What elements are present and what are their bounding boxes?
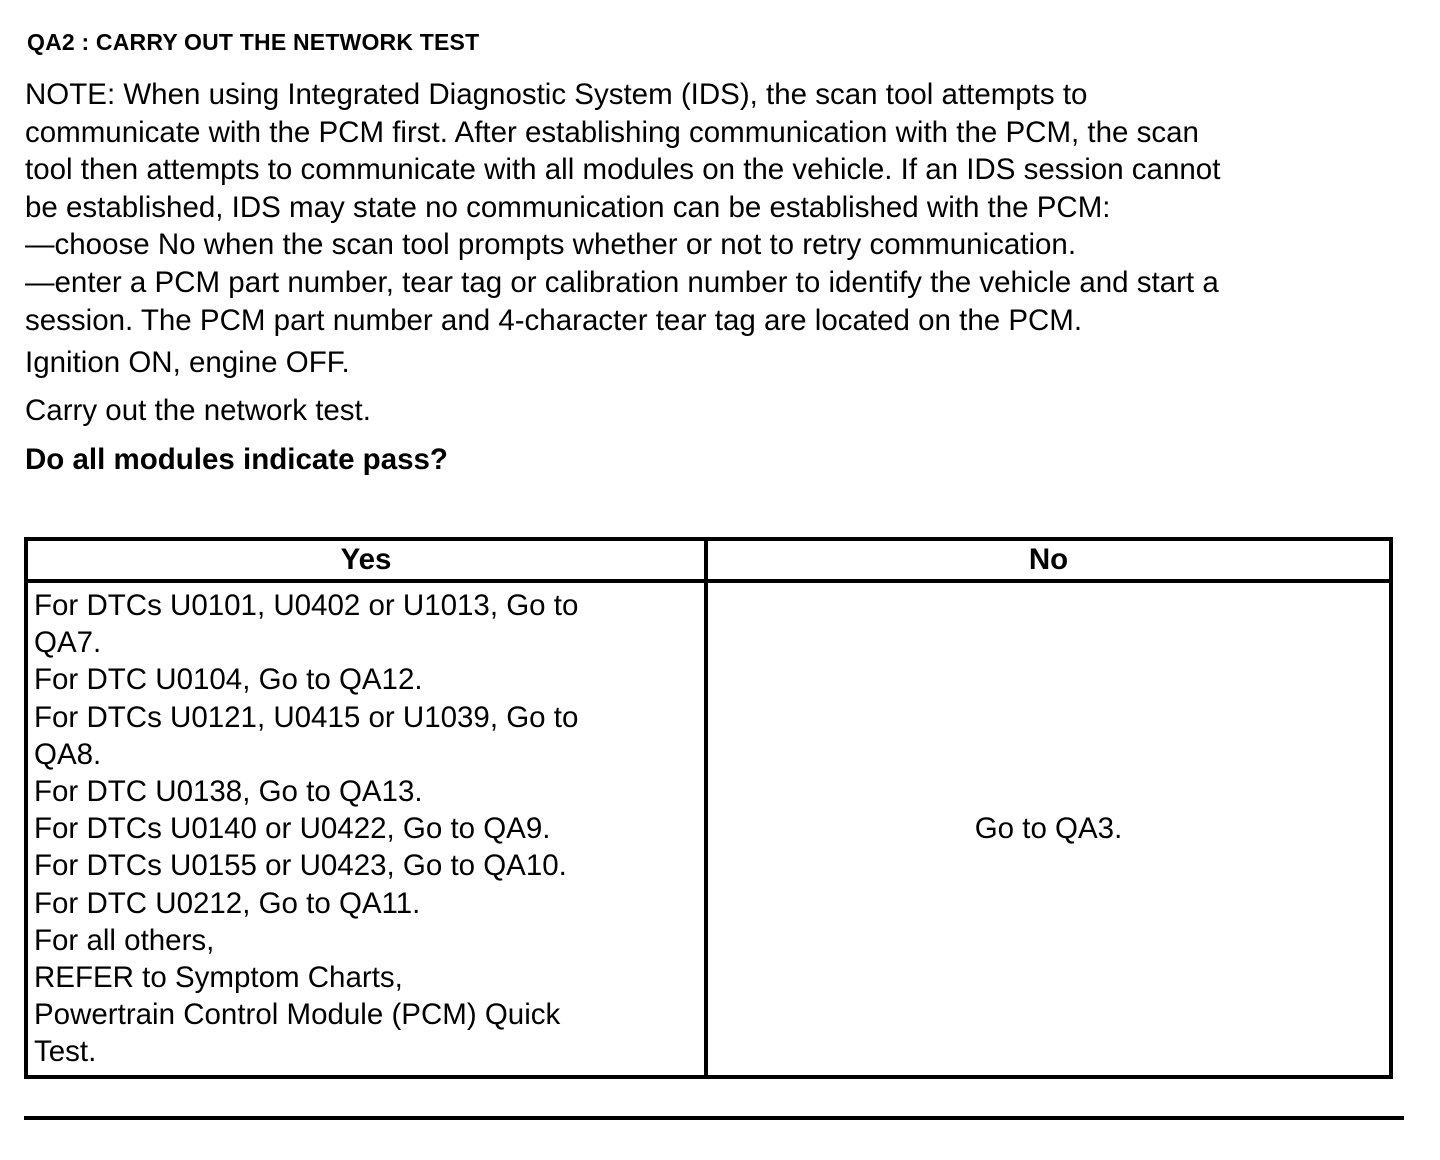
page-title: QA2 : CARRY OUT THE NETWORK TEST	[27, 29, 480, 55]
yes-line: For DTCs U0140 or U0422, Go to QA9.	[34, 812, 551, 846]
yes-cell	[26, 581, 706, 1077]
no-header: No	[706, 539, 1391, 581]
yes-line: QA8.	[34, 737, 102, 771]
yes-line: Powertrain Control Module (PCM) Quick	[34, 998, 561, 1032]
note-line: NOTE: When using Integrated Diagnostic System (IDS), the scan tool attempts to	[25, 78, 1088, 111]
yes-header: Yes	[26, 539, 706, 581]
yes-line: For DTC U0138, Go to QA13.	[34, 775, 423, 809]
bottom-divider	[24, 1116, 1404, 1120]
no-cell: Go to QA3.	[706, 581, 1391, 1077]
yes-line: Test.	[34, 1035, 97, 1069]
note-line: —choose No when the scan tool prompts whether or not to retry communication.	[25, 228, 1077, 262]
step-ignition: Ignition ON, engine OFF.	[25, 346, 350, 379]
yes-line: For DTCs U0155 or U0423, Go to QA10.	[34, 849, 567, 883]
yes-line: QA7.	[34, 626, 102, 660]
note-line: be established, IDS may state no communication can be established with the PCM:	[25, 190, 1111, 224]
note-paragraph	[25, 76, 1415, 339]
answer-table	[24, 537, 1393, 1079]
table-header-row	[26, 539, 1391, 581]
yes-line: For DTC U0104, Go to QA12.	[34, 663, 423, 697]
step-network-test: Carry out the network test.	[25, 394, 371, 427]
note-line: session. The PCM part number and 4-character tear tag are located on the PCM.	[25, 303, 1083, 337]
yes-line: For DTC U0212, Go to QA11.	[34, 886, 421, 920]
yes-line: For DTCs U0121, U0415 or U1039, Go to	[34, 700, 579, 734]
note-line: communicate with the PCM first. After establishing communication with the PCM, the scan	[25, 115, 1199, 149]
yes-line: For all others,	[34, 923, 215, 957]
table-row	[26, 581, 1391, 1077]
note-line: —enter a PCM part number, tear tag or calibration number to identify the vehicle and start a	[25, 265, 1219, 299]
question-text: Do all modules indicate pass?	[25, 443, 448, 476]
yes-line: For DTCs U0101, U0402 or U1013, Go to	[34, 589, 579, 622]
note-line: tool then attempts to communicate with all modules on the vehicle. If an IDS session cannot	[25, 153, 1221, 187]
yes-line: REFER to Symptom Charts,	[34, 961, 403, 995]
